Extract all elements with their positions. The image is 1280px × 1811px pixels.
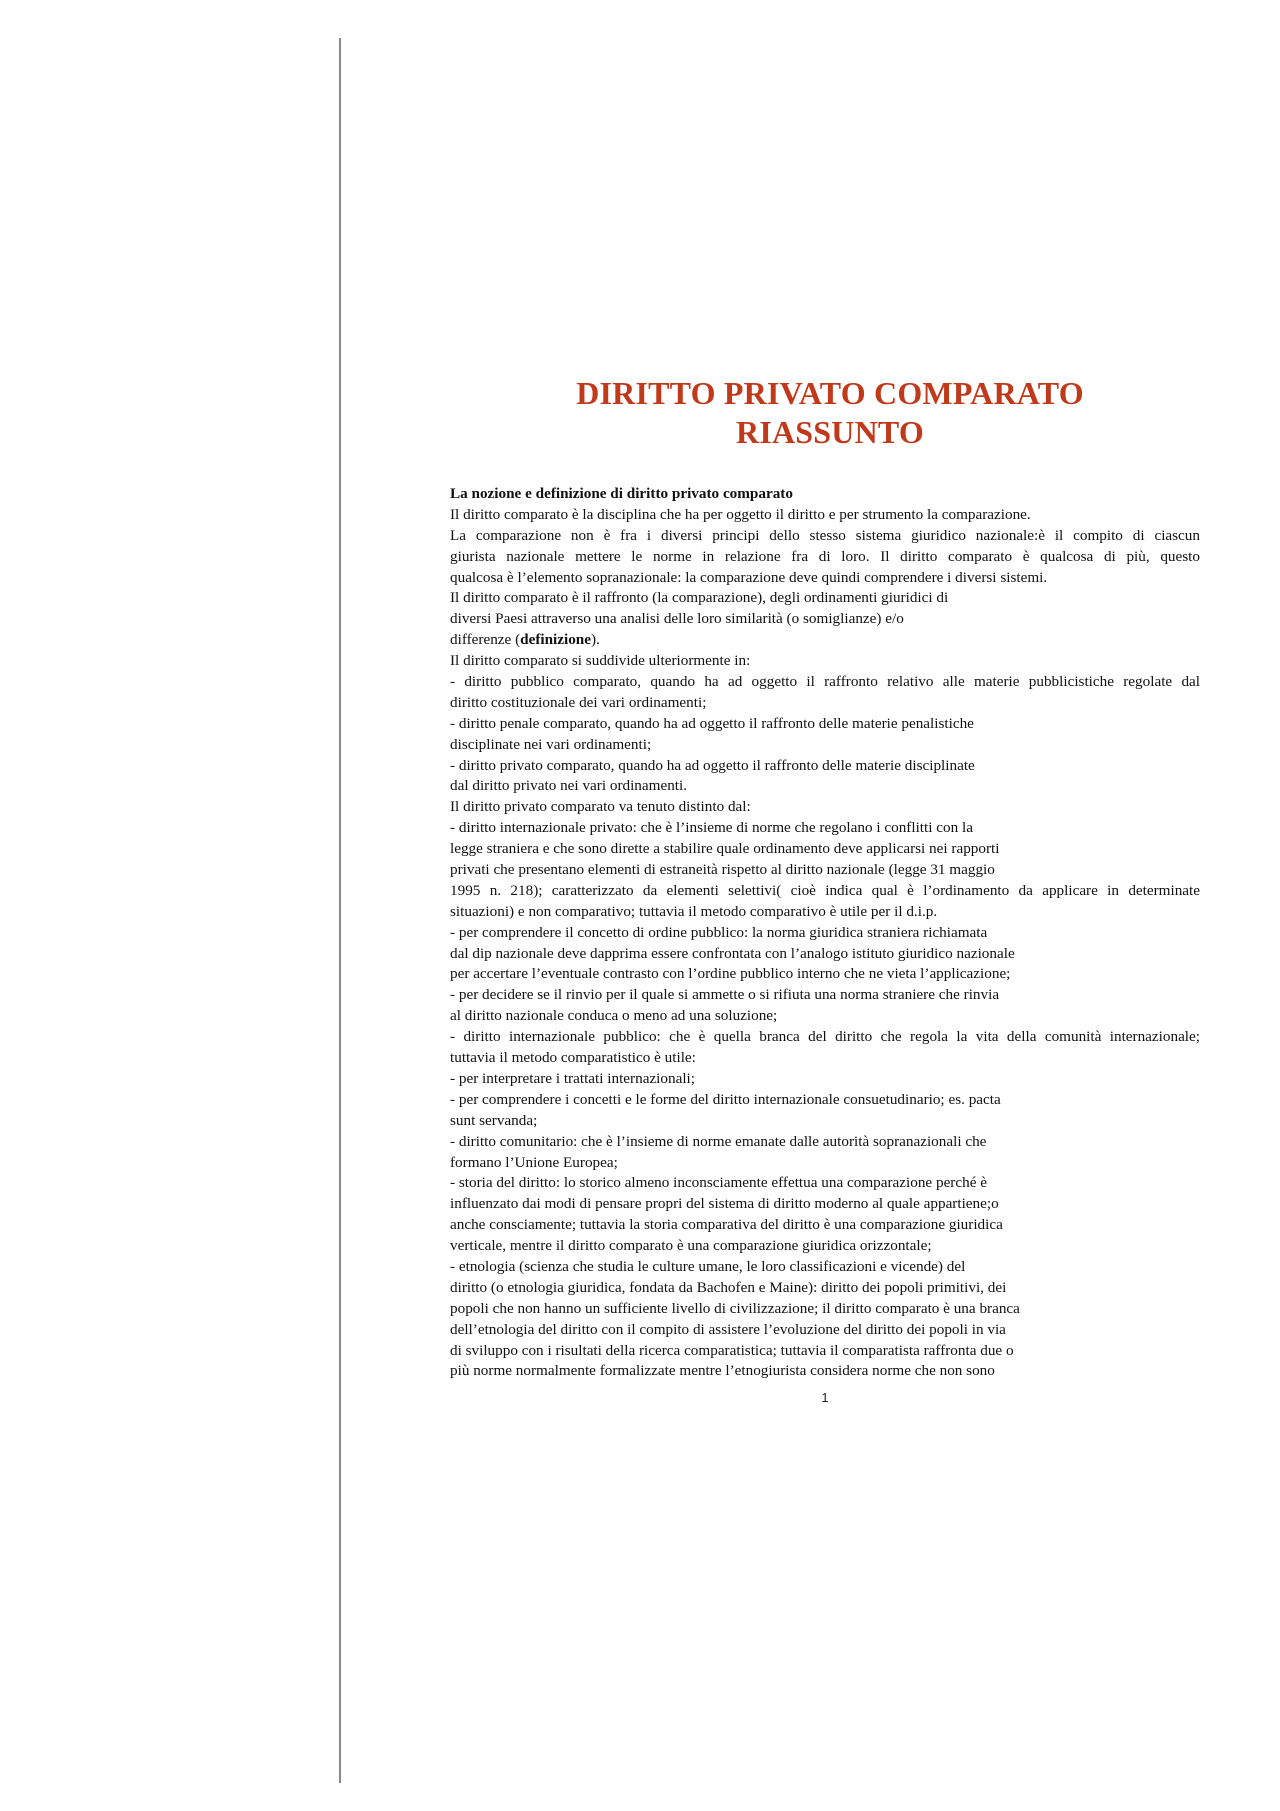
text-line: privati che presentano elementi di estraneità rispetto al diritto nazionale (legge 31 maggio bbox=[450, 861, 995, 879]
text-line: formano l’Unione Europea; bbox=[450, 1153, 618, 1171]
text-line: - per comprendere il concetto di ordine pubblico: la norma giuridica straniera richiamata bbox=[450, 923, 988, 941]
title-line-1: DIRITTO PRIVATO COMPARATO bbox=[576, 375, 1084, 411]
page-number: 1 bbox=[821, 1390, 829, 1405]
text-line: influenzato dai modi di pensare propri del sistema di diritto moderno al quale appartiene;o bbox=[450, 1195, 999, 1213]
text-line: qualcosa è l’elemento sopranazionale: la comparazione deve quindi comprendere i diversi sistemi. bbox=[450, 568, 1048, 586]
text-line: legge straniera e che sono dirette a stabilire quale ordinamento deve applicarsi nei rapporti bbox=[450, 840, 1000, 858]
text-line: - per decidere se il rinvio per il quale si ammette o si rifiuta una norma straniere che rinvia bbox=[450, 986, 1000, 1004]
text-line: - diritto internazionale pubblico: che è quella branca del diritto che regola la vita della comunità internazionale; bbox=[450, 1028, 1200, 1046]
document-title bbox=[470, 374, 1190, 452]
text-line: dal diritto privato nei vari ordinamenti. bbox=[450, 777, 688, 795]
definition-term: definizione bbox=[520, 631, 591, 649]
text-line: - diritto comunitario: che è l’insieme di norme emanate dalle autorità sopranazionali che bbox=[450, 1132, 987, 1150]
section-heading: La nozione e definizione di diritto privato comparato bbox=[450, 485, 793, 502]
text-line: - per interpretare i trattati internazionali; bbox=[450, 1069, 695, 1087]
text-line: giurista nazionale mettere le norme in relazione fra di loro. Il diritto comparato è qualcosa di più, questo bbox=[450, 547, 1200, 565]
text-line: - diritto privato comparato, quando ha ad oggetto il raffronto delle materie disciplinate bbox=[450, 756, 975, 774]
text-line: tuttavia il metodo comparatistico è utile: bbox=[450, 1049, 696, 1067]
text-line: situazioni) e non comparativo; tuttavia il metodo comparativo è utile per il d.i.p. bbox=[450, 902, 938, 920]
text-line: più norme normalmente formalizzate mentre l’etnogiurista considera norme che non sono bbox=[450, 1362, 995, 1380]
text-line: Il diritto privato comparato va tenuto distinto dal: bbox=[450, 798, 751, 816]
text-line: Il diritto comparato è la disciplina che ha per oggetto il diritto e per strumento la comparazione. bbox=[450, 505, 1031, 523]
text-line: Il diritto comparato è il raffronto (la comparazione), degli ordinamenti giuridici di bbox=[450, 589, 949, 607]
text-line: - diritto internazionale privato: che è l’insieme di norme che regolano i conflitti con la bbox=[450, 819, 973, 837]
text-line: disciplinate nei vari ordinamenti; bbox=[450, 735, 652, 753]
text-line: diritto (o etnologia giuridica, fondata da Bachofen e Maine): diritto dei popoli primitivi, dei bbox=[450, 1278, 1007, 1296]
text-line: dell’etnologia del diritto con il compito di assistere l’evoluzione del diritto dei popoli in via bbox=[450, 1320, 1006, 1338]
text-line: - diritto pubblico comparato, quando ha ad oggetto il raffronto relativo alle materie pubblicistiche regolate dal bbox=[450, 673, 1200, 691]
text-line: - per comprendere i concetti e le forme del diritto internazionale consuetudinario; es. pacta bbox=[450, 1090, 1001, 1108]
text-line: dal dip nazionale deve dapprima essere confrontata con l’analogo istituto giuridico nazionale bbox=[450, 944, 1015, 962]
text-line: Il diritto comparato si suddivide ulteriormente in: bbox=[450, 652, 751, 670]
text-line: - storia del diritto: lo storico almeno inconsciamente effettua una comparazione perché è bbox=[450, 1174, 987, 1192]
text-line-definition bbox=[450, 630, 1200, 651]
text-line: diritto costituzionale dei vari ordinamenti; bbox=[450, 693, 707, 711]
text-fragment: ). bbox=[591, 631, 600, 649]
text-line: popoli che non hanno un sufficiente livello di civilizzazione; il diritto comparato è una branca bbox=[450, 1299, 1020, 1317]
left-margin-rule bbox=[339, 38, 341, 1783]
text-line: di sviluppo con i risultati della ricerca comparatistica; tuttavia il comparatista raffronta due o bbox=[450, 1341, 1014, 1359]
text-line: 1995 n. 218); caratterizzato da elementi selettivi( cioè indica qual è l’ordinamento da applicare in determinate bbox=[450, 881, 1200, 899]
text-line: per accertare l’eventuale contrasto con l’ordine pubblico interno che ne vieta l’applicazione; bbox=[450, 965, 1011, 983]
text-line: sunt servanda; bbox=[450, 1111, 538, 1129]
text-line: verticale, mentre il diritto comparato è una comparazione giuridica orizzontale; bbox=[450, 1237, 932, 1255]
text-line: - diritto penale comparato, quando ha ad oggetto il raffronto delle materie penalistiche bbox=[450, 714, 974, 732]
title-line-2: RIASSUNTO bbox=[736, 414, 924, 450]
text-line: diversi Paesi attraverso una analisi delle loro similarità (o somiglianze) e/o bbox=[450, 610, 904, 628]
text-line: La comparazione non è fra i diversi principi dello stesso sistema giuridico nazionale:è il compito di ciascun bbox=[450, 526, 1200, 544]
text-line: anche consciamente; tuttavia la storia comparativa del diritto è una comparazione giuridica bbox=[450, 1216, 1003, 1234]
text-line: al diritto nazionale conduca o meno ad una soluzione; bbox=[450, 1007, 778, 1025]
document-body bbox=[450, 484, 1200, 1382]
text-fragment: differenze ( bbox=[450, 631, 521, 649]
text-line: - etnologia (scienza che studia le culture umane, le loro classificazioni e vicende) del bbox=[450, 1257, 966, 1275]
